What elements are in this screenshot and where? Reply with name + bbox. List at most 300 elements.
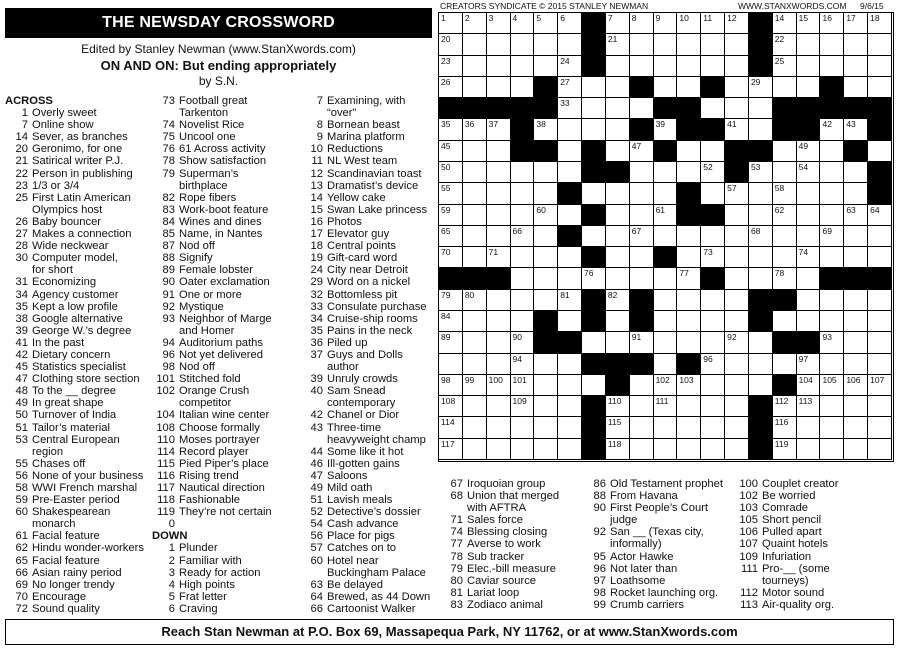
- grid-cell[interactable]: [868, 34, 892, 55]
- grid-cell[interactable]: [797, 268, 821, 289]
- grid-cell[interactable]: [582, 77, 606, 98]
- grid-cell[interactable]: [677, 311, 701, 332]
- grid-cell[interactable]: [677, 77, 701, 98]
- grid-cell[interactable]: [606, 247, 630, 268]
- grid-cell[interactable]: [534, 439, 558, 460]
- grid-cell[interactable]: [701, 56, 725, 77]
- grid-cell[interactable]: [725, 56, 749, 77]
- grid-cell[interactable]: [868, 396, 892, 417]
- grid-cell[interactable]: [820, 247, 844, 268]
- grid-cell[interactable]: [463, 375, 487, 396]
- grid-cell[interactable]: [511, 268, 535, 289]
- grid-cell[interactable]: [630, 98, 654, 119]
- grid-cell[interactable]: [511, 205, 535, 226]
- grid-cell[interactable]: [868, 13, 892, 34]
- crossword-grid[interactable]: [438, 12, 894, 462]
- grid-cell[interactable]: [844, 119, 868, 140]
- grid-cell[interactable]: [439, 34, 463, 55]
- grid-cell[interactable]: [773, 56, 797, 77]
- grid-cell[interactable]: [749, 375, 773, 396]
- grid-cell[interactable]: [534, 354, 558, 375]
- grid-cell[interactable]: [844, 396, 868, 417]
- grid-cell[interactable]: [511, 56, 535, 77]
- grid-cell[interactable]: [630, 226, 654, 247]
- grid-cell[interactable]: [820, 396, 844, 417]
- grid-cell[interactable]: [511, 290, 535, 311]
- grid-cell[interactable]: [558, 311, 582, 332]
- grid-cell[interactable]: [820, 375, 844, 396]
- grid-cell[interactable]: [511, 247, 535, 268]
- grid-cell[interactable]: [844, 226, 868, 247]
- grid-cell[interactable]: [439, 354, 463, 375]
- grid-cell[interactable]: [654, 226, 678, 247]
- grid-cell[interactable]: [582, 119, 606, 140]
- grid-cell[interactable]: [463, 396, 487, 417]
- grid-cell[interactable]: [487, 247, 511, 268]
- grid-cell[interactable]: [558, 77, 582, 98]
- grid-cell[interactable]: [654, 290, 678, 311]
- grid-cell[interactable]: [654, 396, 678, 417]
- grid-cell[interactable]: [797, 354, 821, 375]
- grid-cell[interactable]: [701, 290, 725, 311]
- grid-cell[interactable]: [463, 417, 487, 438]
- grid-cell[interactable]: [725, 205, 749, 226]
- grid-cell[interactable]: [606, 56, 630, 77]
- grid-cell[interactable]: [820, 183, 844, 204]
- grid-cell[interactable]: [487, 183, 511, 204]
- grid-cell[interactable]: [511, 77, 535, 98]
- grid-cell[interactable]: [654, 311, 678, 332]
- grid-cell[interactable]: [558, 98, 582, 119]
- grid-cell[interactable]: [868, 141, 892, 162]
- grid-cell[interactable]: [463, 34, 487, 55]
- grid-cell[interactable]: [606, 205, 630, 226]
- grid-cell[interactable]: [630, 332, 654, 353]
- grid-cell[interactable]: [654, 354, 678, 375]
- grid-cell[interactable]: [749, 332, 773, 353]
- grid-cell[interactable]: [773, 354, 797, 375]
- grid-cell[interactable]: [558, 268, 582, 289]
- grid-cell[interactable]: [558, 56, 582, 77]
- grid-cell[interactable]: [677, 13, 701, 34]
- grid-cell[interactable]: [630, 247, 654, 268]
- grid-cell[interactable]: [463, 354, 487, 375]
- grid-cell[interactable]: [463, 290, 487, 311]
- grid-cell[interactable]: [558, 417, 582, 438]
- grid-cell[interactable]: [439, 183, 463, 204]
- grid-cell[interactable]: [701, 34, 725, 55]
- grid-cell[interactable]: [534, 226, 558, 247]
- grid-cell[interactable]: [534, 205, 558, 226]
- grid-cell[interactable]: [439, 162, 463, 183]
- grid-cell[interactable]: [606, 417, 630, 438]
- grid-cell[interactable]: [511, 226, 535, 247]
- grid-cell[interactable]: [820, 354, 844, 375]
- grid-cell[interactable]: [868, 375, 892, 396]
- grid-cell[interactable]: [463, 183, 487, 204]
- grid-cell[interactable]: [868, 332, 892, 353]
- grid-cell[interactable]: [606, 77, 630, 98]
- grid-cell[interactable]: [511, 311, 535, 332]
- grid-cell[interactable]: [820, 226, 844, 247]
- grid-cell[interactable]: [630, 56, 654, 77]
- grid-cell[interactable]: [511, 34, 535, 55]
- grid-cell[interactable]: [773, 205, 797, 226]
- grid-cell[interactable]: [773, 396, 797, 417]
- grid-cell[interactable]: [439, 141, 463, 162]
- grid-cell[interactable]: [558, 396, 582, 417]
- grid-cell[interactable]: [654, 56, 678, 77]
- grid-cell[interactable]: [654, 205, 678, 226]
- grid-cell[interactable]: [820, 290, 844, 311]
- grid-cell[interactable]: [749, 77, 773, 98]
- grid-cell[interactable]: [487, 439, 511, 460]
- grid-cell[interactable]: [439, 396, 463, 417]
- grid-cell[interactable]: [677, 34, 701, 55]
- grid-cell[interactable]: [534, 183, 558, 204]
- grid-cell[interactable]: [677, 247, 701, 268]
- grid-cell[interactable]: [725, 396, 749, 417]
- grid-cell[interactable]: [511, 354, 535, 375]
- grid-cell[interactable]: [749, 354, 773, 375]
- grid-cell[interactable]: [725, 98, 749, 119]
- grid-cell[interactable]: [844, 77, 868, 98]
- grid-cell[interactable]: [844, 311, 868, 332]
- grid-cell[interactable]: [558, 290, 582, 311]
- grid-cell[interactable]: [868, 439, 892, 460]
- grid-cell[interactable]: [797, 247, 821, 268]
- grid-cell[interactable]: [487, 396, 511, 417]
- grid-cell[interactable]: [558, 119, 582, 140]
- grid-cell[interactable]: [487, 119, 511, 140]
- grid-cell[interactable]: [701, 417, 725, 438]
- grid-cell[interactable]: [797, 311, 821, 332]
- grid-cell[interactable]: [725, 439, 749, 460]
- grid-cell[interactable]: [749, 183, 773, 204]
- grid-cell[interactable]: [558, 13, 582, 34]
- grid-cell[interactable]: [582, 226, 606, 247]
- grid-cell[interactable]: [773, 141, 797, 162]
- grid-cell[interactable]: [582, 268, 606, 289]
- grid-cell[interactable]: [844, 439, 868, 460]
- grid-cell[interactable]: [797, 77, 821, 98]
- grid-cell[interactable]: [701, 13, 725, 34]
- grid-cell[interactable]: [511, 417, 535, 438]
- grid-cell[interactable]: [439, 375, 463, 396]
- grid-cell[interactable]: [701, 375, 725, 396]
- grid-cell[interactable]: [844, 56, 868, 77]
- grid-cell[interactable]: [797, 226, 821, 247]
- grid-cell[interactable]: [868, 354, 892, 375]
- grid-cell[interactable]: [820, 162, 844, 183]
- grid-cell[interactable]: [701, 311, 725, 332]
- grid-cell[interactable]: [725, 417, 749, 438]
- grid-cell[interactable]: [773, 226, 797, 247]
- grid-cell[interactable]: [725, 13, 749, 34]
- grid-cell[interactable]: [677, 162, 701, 183]
- grid-cell[interactable]: [463, 205, 487, 226]
- grid-cell[interactable]: [487, 226, 511, 247]
- grid-cell[interactable]: [773, 268, 797, 289]
- grid-cell[interactable]: [725, 119, 749, 140]
- grid-cell[interactable]: [868, 417, 892, 438]
- grid-cell[interactable]: [606, 439, 630, 460]
- grid-cell[interactable]: [725, 183, 749, 204]
- grid-cell[interactable]: [844, 354, 868, 375]
- grid-cell[interactable]: [654, 183, 678, 204]
- grid-cell[interactable]: [844, 183, 868, 204]
- grid-cell[interactable]: [511, 183, 535, 204]
- grid-cell[interactable]: [654, 332, 678, 353]
- grid-cell[interactable]: [868, 56, 892, 77]
- grid-cell[interactable]: [701, 354, 725, 375]
- grid-cell[interactable]: [844, 332, 868, 353]
- grid-cell[interactable]: [630, 205, 654, 226]
- grid-cell[interactable]: [606, 141, 630, 162]
- grid-cell[interactable]: [487, 77, 511, 98]
- grid-cell[interactable]: [463, 226, 487, 247]
- grid-cell[interactable]: [606, 13, 630, 34]
- grid-cell[interactable]: [725, 311, 749, 332]
- grid-cell[interactable]: [820, 119, 844, 140]
- grid-cell[interactable]: [868, 77, 892, 98]
- grid-cell[interactable]: [582, 375, 606, 396]
- grid-cell[interactable]: [534, 162, 558, 183]
- grid-cell[interactable]: [463, 13, 487, 34]
- grid-cell[interactable]: [463, 311, 487, 332]
- grid-cell[interactable]: [725, 332, 749, 353]
- grid-cell[interactable]: [701, 183, 725, 204]
- grid-cell[interactable]: [534, 396, 558, 417]
- grid-cell[interactable]: [749, 162, 773, 183]
- grid-cell[interactable]: [701, 396, 725, 417]
- grid-cell[interactable]: [487, 311, 511, 332]
- grid-cell[interactable]: [654, 77, 678, 98]
- grid-cell[interactable]: [701, 439, 725, 460]
- grid-cell[interactable]: [797, 396, 821, 417]
- grid-cell[interactable]: [773, 183, 797, 204]
- grid-cell[interactable]: [701, 162, 725, 183]
- grid-cell[interactable]: [630, 13, 654, 34]
- grid-cell[interactable]: [439, 417, 463, 438]
- grid-cell[interactable]: [463, 56, 487, 77]
- grid-cell[interactable]: [725, 77, 749, 98]
- grid-cell[interactable]: [677, 396, 701, 417]
- grid-cell[interactable]: [677, 56, 701, 77]
- grid-cell[interactable]: [606, 311, 630, 332]
- grid-cell[interactable]: [820, 417, 844, 438]
- grid-cell[interactable]: [868, 205, 892, 226]
- grid-cell[interactable]: [820, 332, 844, 353]
- grid-cell[interactable]: [844, 375, 868, 396]
- grid-cell[interactable]: [654, 417, 678, 438]
- grid-cell[interactable]: [487, 56, 511, 77]
- grid-cell[interactable]: [749, 98, 773, 119]
- grid-cell[interactable]: [749, 268, 773, 289]
- grid-cell[interactable]: [797, 183, 821, 204]
- grid-cell[interactable]: [487, 13, 511, 34]
- grid-cell[interactable]: [701, 332, 725, 353]
- grid-cell[interactable]: [606, 34, 630, 55]
- grid-cell[interactable]: [630, 375, 654, 396]
- grid-cell[interactable]: [511, 396, 535, 417]
- grid-cell[interactable]: [534, 34, 558, 55]
- grid-cell[interactable]: [773, 439, 797, 460]
- grid-cell[interactable]: [511, 375, 535, 396]
- grid-cell[interactable]: [677, 332, 701, 353]
- grid-cell[interactable]: [797, 375, 821, 396]
- grid-cell[interactable]: [725, 375, 749, 396]
- grid-cell[interactable]: [630, 34, 654, 55]
- grid-cell[interactable]: [797, 162, 821, 183]
- grid-cell[interactable]: [463, 119, 487, 140]
- grid-cell[interactable]: [797, 34, 821, 55]
- grid-cell[interactable]: [844, 417, 868, 438]
- grid-cell[interactable]: [606, 268, 630, 289]
- grid-cell[interactable]: [701, 247, 725, 268]
- grid-cell[interactable]: [558, 375, 582, 396]
- grid-cell[interactable]: [773, 162, 797, 183]
- grid-cell[interactable]: [463, 77, 487, 98]
- grid-cell[interactable]: [654, 34, 678, 55]
- grid-cell[interactable]: [654, 13, 678, 34]
- grid-cell[interactable]: [487, 375, 511, 396]
- grid-cell[interactable]: [534, 375, 558, 396]
- grid-cell[interactable]: [463, 141, 487, 162]
- grid-cell[interactable]: [820, 56, 844, 77]
- grid-cell[interactable]: [749, 247, 773, 268]
- grid-cell[interactable]: [487, 332, 511, 353]
- grid-cell[interactable]: [630, 396, 654, 417]
- grid-cell[interactable]: [630, 439, 654, 460]
- grid-cell[interactable]: [582, 183, 606, 204]
- grid-cell[interactable]: [558, 439, 582, 460]
- grid-cell[interactable]: [749, 205, 773, 226]
- grid-cell[interactable]: [630, 183, 654, 204]
- grid-cell[interactable]: [511, 332, 535, 353]
- grid-cell[interactable]: [773, 13, 797, 34]
- grid-cell[interactable]: [558, 205, 582, 226]
- grid-cell[interactable]: [463, 162, 487, 183]
- grid-cell[interactable]: [868, 290, 892, 311]
- grid-cell[interactable]: [439, 119, 463, 140]
- grid-cell[interactable]: [487, 417, 511, 438]
- grid-cell[interactable]: [582, 98, 606, 119]
- grid-cell[interactable]: [797, 56, 821, 77]
- grid-cell[interactable]: [868, 311, 892, 332]
- grid-cell[interactable]: [558, 162, 582, 183]
- grid-cell[interactable]: [654, 268, 678, 289]
- grid-cell[interactable]: [558, 354, 582, 375]
- grid-cell[interactable]: [820, 34, 844, 55]
- grid-cell[interactable]: [677, 417, 701, 438]
- grid-cell[interactable]: [701, 226, 725, 247]
- grid-cell[interactable]: [606, 226, 630, 247]
- grid-cell[interactable]: [677, 439, 701, 460]
- grid-cell[interactable]: [725, 226, 749, 247]
- grid-cell[interactable]: [439, 311, 463, 332]
- grid-cell[interactable]: [773, 247, 797, 268]
- grid-cell[interactable]: [463, 247, 487, 268]
- grid-cell[interactable]: [534, 56, 558, 77]
- grid-cell[interactable]: [654, 375, 678, 396]
- grid-cell[interactable]: [463, 332, 487, 353]
- grid-cell[interactable]: [820, 141, 844, 162]
- grid-cell[interactable]: [534, 268, 558, 289]
- grid-cell[interactable]: [558, 141, 582, 162]
- grid-cell[interactable]: [439, 13, 463, 34]
- grid-cell[interactable]: [725, 247, 749, 268]
- grid-cell[interactable]: [534, 13, 558, 34]
- grid-cell[interactable]: [439, 205, 463, 226]
- grid-cell[interactable]: [868, 226, 892, 247]
- grid-cell[interactable]: [773, 34, 797, 55]
- grid-cell[interactable]: [701, 141, 725, 162]
- grid-cell[interactable]: [844, 162, 868, 183]
- grid-cell[interactable]: [487, 162, 511, 183]
- grid-cell[interactable]: [439, 290, 463, 311]
- grid-cell[interactable]: [677, 226, 701, 247]
- grid-cell[interactable]: [749, 119, 773, 140]
- grid-cell[interactable]: [654, 439, 678, 460]
- grid-cell[interactable]: [630, 141, 654, 162]
- grid-cell[interactable]: [534, 290, 558, 311]
- grid-cell[interactable]: [463, 439, 487, 460]
- grid-cell[interactable]: [773, 417, 797, 438]
- grid-cell[interactable]: [606, 119, 630, 140]
- grid-cell[interactable]: [630, 268, 654, 289]
- grid-cell[interactable]: [511, 13, 535, 34]
- grid-cell[interactable]: [773, 77, 797, 98]
- grid-cell[interactable]: [534, 247, 558, 268]
- grid-cell[interactable]: [511, 162, 535, 183]
- grid-cell[interactable]: [797, 13, 821, 34]
- grid-cell[interactable]: [606, 183, 630, 204]
- grid-cell[interactable]: [487, 290, 511, 311]
- grid-cell[interactable]: [582, 332, 606, 353]
- grid-cell[interactable]: [797, 417, 821, 438]
- grid-cell[interactable]: [844, 290, 868, 311]
- grid-cell[interactable]: [606, 396, 630, 417]
- grid-cell[interactable]: [439, 226, 463, 247]
- grid-cell[interactable]: [749, 226, 773, 247]
- grid-cell[interactable]: [558, 247, 582, 268]
- grid-cell[interactable]: [487, 354, 511, 375]
- grid-cell[interactable]: [725, 290, 749, 311]
- grid-cell[interactable]: [797, 141, 821, 162]
- grid-cell[interactable]: [773, 311, 797, 332]
- grid-cell[interactable]: [487, 141, 511, 162]
- grid-cell[interactable]: [606, 290, 630, 311]
- grid-cell[interactable]: [439, 247, 463, 268]
- grid-cell[interactable]: [868, 247, 892, 268]
- grid-cell[interactable]: [725, 354, 749, 375]
- grid-cell[interactable]: [844, 205, 868, 226]
- grid-cell[interactable]: [797, 205, 821, 226]
- grid-cell[interactable]: [534, 119, 558, 140]
- grid-cell[interactable]: [606, 98, 630, 119]
- grid-cell[interactable]: [439, 77, 463, 98]
- grid-cell[interactable]: [487, 205, 511, 226]
- grid-cell[interactable]: [725, 34, 749, 55]
- grid-cell[interactable]: [820, 205, 844, 226]
- grid-cell[interactable]: [606, 332, 630, 353]
- grid-cell[interactable]: [820, 311, 844, 332]
- grid-cell[interactable]: [558, 34, 582, 55]
- grid-cell[interactable]: [820, 439, 844, 460]
- grid-cell[interactable]: [677, 375, 701, 396]
- grid-cell[interactable]: [844, 34, 868, 55]
